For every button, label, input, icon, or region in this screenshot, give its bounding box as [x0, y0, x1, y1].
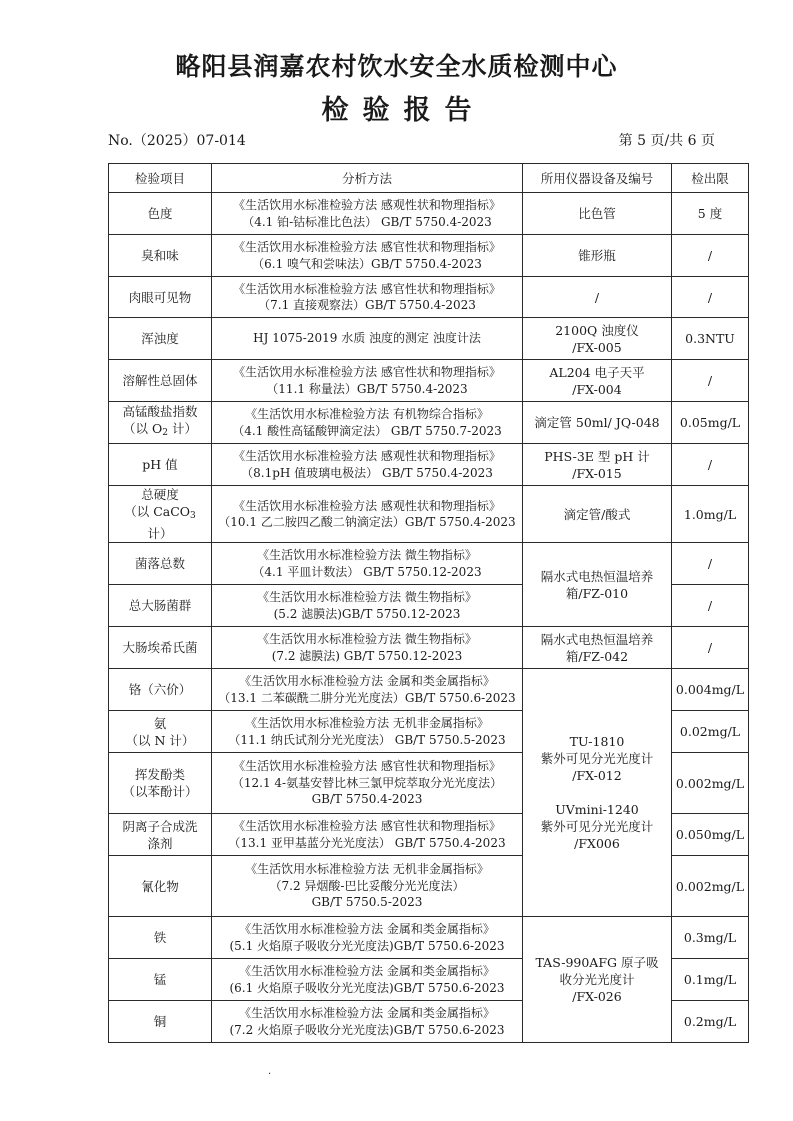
method-cell: 《生活饮用水标准检验方法 微生物指标》 （4.1 平皿计数法） GB/T 5750.12-2023: [212, 543, 523, 585]
table-row: [109, 444, 749, 486]
limit-cell: /: [672, 444, 749, 486]
item-cell: 菌落总数: [109, 543, 212, 585]
table-row: [109, 360, 749, 402]
organization-title: 略阳县润嘉农村饮水安全水质检测中心: [175, 52, 618, 81]
limit-cell: /: [672, 360, 749, 402]
item-cell: 氨 （以 N 计）: [109, 711, 212, 753]
limit-cell: /: [672, 627, 749, 669]
instrument-cell: 隔水式电热恒温培养 箱/FZ-042: [523, 627, 672, 669]
instrument-cell: 比色管: [523, 193, 672, 235]
limit-cell: 0.02mg/L: [672, 711, 749, 753]
method-cell: 《生活饮用水标准检验方法 微生物指标》 (5.2 滤膜法)GB/T 5750.12-2023: [212, 585, 523, 627]
table-row: [109, 669, 749, 711]
limit-cell: /: [672, 543, 749, 585]
limit-cell: 0.002mg/L: [672, 856, 749, 917]
limit-cell: 0.3mg/L: [672, 917, 749, 959]
method-cell: 《生活饮用水标准检验方法 金属和类金属指标》 (7.2 火焰原子吸收分光光度法)GB/T 5750.6-2023: [212, 1001, 523, 1043]
document-title: 检验报告: [321, 95, 486, 126]
item-cell: 锰: [109, 959, 212, 1001]
table-header-row: [109, 164, 749, 193]
method-cell: 《生活饮用水标准检验方法 感观性状和物理指标》 （10.1 乙二胺四乙酸二钠滴定法）GB/T 5750.4-2023: [212, 486, 523, 543]
item-cell: 阴离子合成洗 涤剂: [109, 814, 212, 856]
limit-cell: 0.3NTU: [672, 318, 749, 360]
item-cell: 挥发酚类 （以苯酚计）: [109, 753, 212, 814]
table-row: [109, 235, 749, 277]
table-row: [109, 193, 749, 235]
instrument-cell: TAS-990AFG 原子吸 收分光光度计 /FX-026: [523, 917, 672, 1043]
instrument-cell: AL204 电子天平 /FX-004: [523, 360, 672, 402]
item-cell: 铜: [109, 1001, 212, 1043]
item-cell: 色度: [109, 193, 212, 235]
item-cell: 总硬度 （以 CaCO$_3$ 计）: [109, 486, 212, 543]
results-table: [108, 163, 749, 1043]
page-mark: .: [268, 1066, 272, 1077]
instrument-cell: PHS-3E 型 pH 计 /FX-015: [523, 444, 672, 486]
instrument-cell: 隔水式电热恒温培养 箱/FZ-010: [523, 543, 672, 627]
table-row: [109, 917, 749, 959]
column-header: 所用仪器设备及编号: [523, 164, 672, 193]
instrument-cell: TU-1810 紫外可见分光光度计 /FX-012 UVmini-1240 紫外可见分光光度计 /FX006: [523, 669, 672, 917]
item-cell: 大肠埃希氏菌: [109, 627, 212, 669]
item-cell: 臭和味: [109, 235, 212, 277]
item-cell: 铁: [109, 917, 212, 959]
method-cell: 《生活饮用水标准检验方法 感观性状和物理指标》 （8.1pH 值玻璃电极法） GB/T 5750.4-2023: [212, 444, 523, 486]
method-cell: 《生活饮用水标准检验方法 感官性状和物理指标》 （6.1 嗅气和尝味法）GB/T 5750.4-2023: [212, 235, 523, 277]
limit-cell: /: [672, 585, 749, 627]
limit-cell: 1.0mg/L: [672, 486, 749, 543]
method-cell: 《生活饮用水标准检验方法 金属和类金属指标》 （13.1 二苯碳酰二肼分光光度法）GB/T 5750.6-2023: [212, 669, 523, 711]
instrument-cell: 滴定管 50ml/ JQ-048: [523, 402, 672, 444]
column-header: 检验项目: [109, 164, 212, 193]
limit-cell: 0.1mg/L: [672, 959, 749, 1001]
limit-cell: /: [672, 235, 749, 277]
limit-cell: 0.05mg/L: [672, 402, 749, 444]
method-cell: 《生活饮用水标准检验方法 感观性状和物理指标》 （4.1 铂-钴标准比色法） GB/T 5750.4-2023: [212, 193, 523, 235]
limit-cell: 0.2mg/L: [672, 1001, 749, 1043]
method-cell: 《生活饮用水标准检验方法 感官性状和物理指标》 （11.1 称量法）GB/T 5750.4-2023: [212, 360, 523, 402]
item-cell: 铬（六价）: [109, 669, 212, 711]
instrument-cell: 滴定管/酸式: [523, 486, 672, 543]
method-cell: 《生活饮用水标准检验方法 感官性状和物理指标》 （7.1 直接观察法）GB/T 5750.4-2023: [212, 277, 523, 318]
table-row: [109, 543, 749, 585]
method-cell: 《生活饮用水标准检验方法 金属和类金属指标》 (6.1 火焰原子吸收分光光度法)GB/T 5750.6-2023: [212, 959, 523, 1001]
method-cell: 《生活饮用水标准检验方法 无机非金属指标》 （11.1 纳氏试剂分光光度法） GB/T 5750.5-2023: [212, 711, 523, 753]
method-cell: 《生活饮用水标准检验方法 无机非金属指标》 （7.2 异烟酸-巴比妥酸分光光度法） GB/T 5750.5-2023: [212, 856, 523, 917]
method-cell: 《生活饮用水标准检验方法 微生物指标》 (7.2 滤膜法) GB/T 5750.12-2023: [212, 627, 523, 669]
table-row: [109, 277, 749, 318]
item-cell: 高锰酸盐指数 （以 $O_2$ 计）: [109, 402, 212, 444]
limit-cell: 0.002mg/L: [672, 753, 749, 814]
report-number: No.（2025）07-014: [108, 133, 246, 149]
limit-cell: 5 度: [672, 193, 749, 235]
limit-cell: /: [672, 277, 749, 318]
item-cell: 肉眼可见物: [109, 277, 212, 318]
instrument-cell: 锥形瓶: [523, 235, 672, 277]
method-cell: HJ 1075-2019 水质 浊度的测定 浊度计法: [212, 318, 523, 360]
table-row: [109, 318, 749, 360]
column-header: 检出限: [672, 164, 749, 193]
item-cell: 氰化物: [109, 856, 212, 917]
method-cell: 《生活饮用水标准检验方法 感官性状和物理指标》 （13.1 亚甲基蓝分光光度法） GB/T 5750.4-2023: [212, 814, 523, 856]
item-cell: 浑浊度: [109, 318, 212, 360]
instrument-cell: 2100Q 浊度仪 /FX-005: [523, 318, 672, 360]
limit-cell: 0.050mg/L: [672, 814, 749, 856]
method-cell: 《生活饮用水标准检验方法 金属和类金属指标》 (5.1 火焰原子吸收分光光度法)GB/T 5750.6-2023: [212, 917, 523, 959]
page-indicator: 第 5 页/共 6 页: [618, 133, 715, 149]
table-row: [109, 627, 749, 669]
item-cell: pH 值: [109, 444, 212, 486]
method-cell: 《生活饮用水标准检验方法 感官性状和物理指标》 （12.1 4-氨基安替比林三氯甲烷萃取分光光度法） GB/T 5750.4-2023: [212, 753, 523, 814]
method-cell: 《生活饮用水标准检验方法 有机物综合指标》 （4.1 酸性高锰酸钾滴定法） GB/T 5750.7-2023: [212, 402, 523, 444]
item-cell: 溶解性总固体: [109, 360, 212, 402]
table-row: [109, 402, 749, 444]
instrument-cell: /: [523, 277, 672, 318]
column-header: 分析方法: [212, 164, 523, 193]
table-row: [109, 486, 749, 543]
limit-cell: 0.004mg/L: [672, 669, 749, 711]
item-cell: 总大肠菌群: [109, 585, 212, 627]
